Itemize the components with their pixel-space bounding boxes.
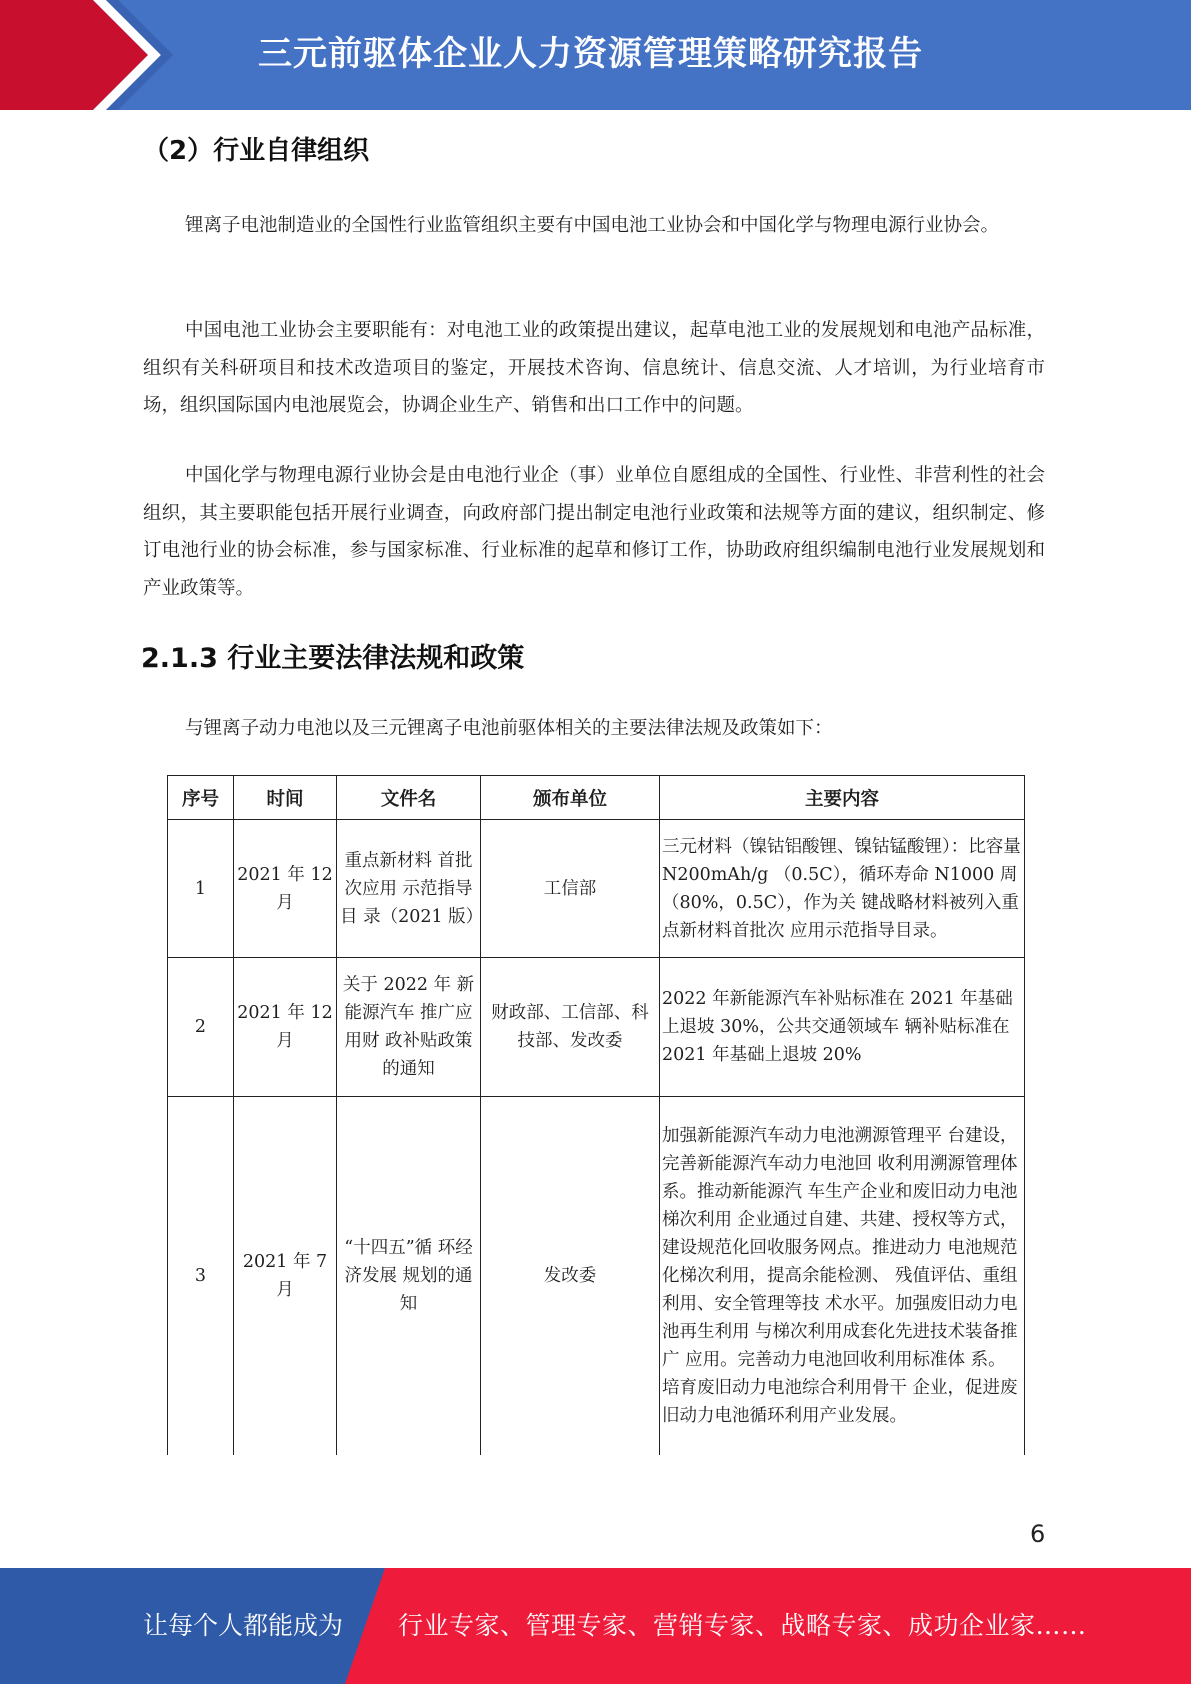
footer-slogan-left: 让每个人都能成为 [143,1611,344,1640]
header-issuer: 颁布单位 [481,776,660,820]
policy-table [167,775,1025,1455]
cell-issuer: 工信部 [481,820,660,958]
page-number: 6 [1030,1520,1046,1548]
subheading-self-regulatory: （2）行业自律组织 [143,136,370,166]
cell-time: 2021 年 12 月 [234,958,337,1097]
paragraph-2: 中国电池工业协会主要职能有：对电池工业的政策提出建议，起草电池工业的发展规划和电池产品标准，组织有关科研项目和技术改造项目的鉴定，开展技术咨询、信息统计、信息交流、人才培训，为行业培育市场，组织国际国内电池展览会，协调企业生产、销售和出口工作中的问题。 [143,320,1045,416]
cell-issuer: 发改委 [481,1097,660,1456]
header-no: 序号 [168,776,234,820]
footer-slogan-right: 行业专家、管理专家、营销专家、战略专家、成功企业家…… [398,1611,1087,1640]
table-header-row [168,776,1025,820]
cell-doc: 重点新材料 首批次应用 示范指导目 录（2021 版） [337,820,481,958]
header-content: 主要内容 [660,776,1025,820]
paragraph-3: 中国化学与物理电源行业协会是由电池行业企（事）业单位自愿组成的全国性、行业性、非营利性的社会组织，其主要职能包括开展行业调查，向政府部门提出制定电池行业政策和法规等方面的建议，组织制定、修订电池行业的协会标准，参与国家标准、行业标准的起草和修订工作，协助政府组织编制电池行业发展规划和产业政策等。 [143,465,1045,599]
cell-no: 2 [168,958,234,1097]
header-banner [0,0,1191,110]
cell-content: 加强新能源汽车动力电池溯源管理平 台建设，完善新能源汽车动力电池回 收利用溯源管理体系。推动新能源汽 车生产企业和废旧动力电池梯次利用 企业通过自建、共建、授权等方式， 建设规范化回收服务网点。推进动力 电池规范化梯次利用，提高余能检测、 残值评估、重组利用、安全管理等技 术水平。加强废旧动力电池再生利用 与梯次利用成套化先进技术装备推广 应用。完善动力电池回收利用标准体 系。培育废旧动力电池综合利用骨干 企业，促进废旧动力电池循环利用产业发展。 [660,1097,1025,1456]
cell-content: 三元材料（镍钴铝酸锂、镍钴锰酸锂）：比容量 N200mAh/g （0.5C），循环寿命 N1000 周（80%，0.5C），作为关 键战略材料被列入重点新材料首批次 应用示范指导目录。 [660,820,1025,958]
cell-no: 1 [168,820,234,958]
paragraph-1: 锂离子电池制造业的全国性行业监管组织主要有中国电池工业协会和中国化学与物理电源行业协会。 [185,215,1000,236]
cell-issuer: 财政部、工信部、科技部、发改委 [481,958,660,1097]
cell-time: 2021 年 7 月 [234,1097,337,1456]
cell-doc: “十四五”循 环经济发展 规划的通知 [337,1097,481,1456]
cell-no: 3 [168,1097,234,1456]
header-time: 时间 [234,776,337,820]
cell-doc: 关于 2022 年 新能源汽车 推广应用财 政补贴政策 的通知 [337,958,481,1097]
header-doc: 文件名 [337,776,481,820]
table-row [168,820,1025,958]
table-intro: 与锂离子动力电池以及三元锂离子电池前驱体相关的主要法律法规及政策如下： [185,718,833,739]
cell-time: 2021 年 12 月 [234,820,337,958]
table-row [168,958,1025,1097]
table-row [168,1097,1025,1456]
footer-banner [0,1568,1191,1684]
report-title: 三元前驱体企业人力资源管理策略研究报告 [258,34,923,74]
section-heading-laws: 2.1.3 行业主要法律法规和政策 [141,643,525,674]
cell-content: 2022 年新能源汽车补贴标准在 2021 年基础上退坡 30%，公共交通领域车 辆补贴标准在 2021 年基础上退坡 20% [660,958,1025,1097]
